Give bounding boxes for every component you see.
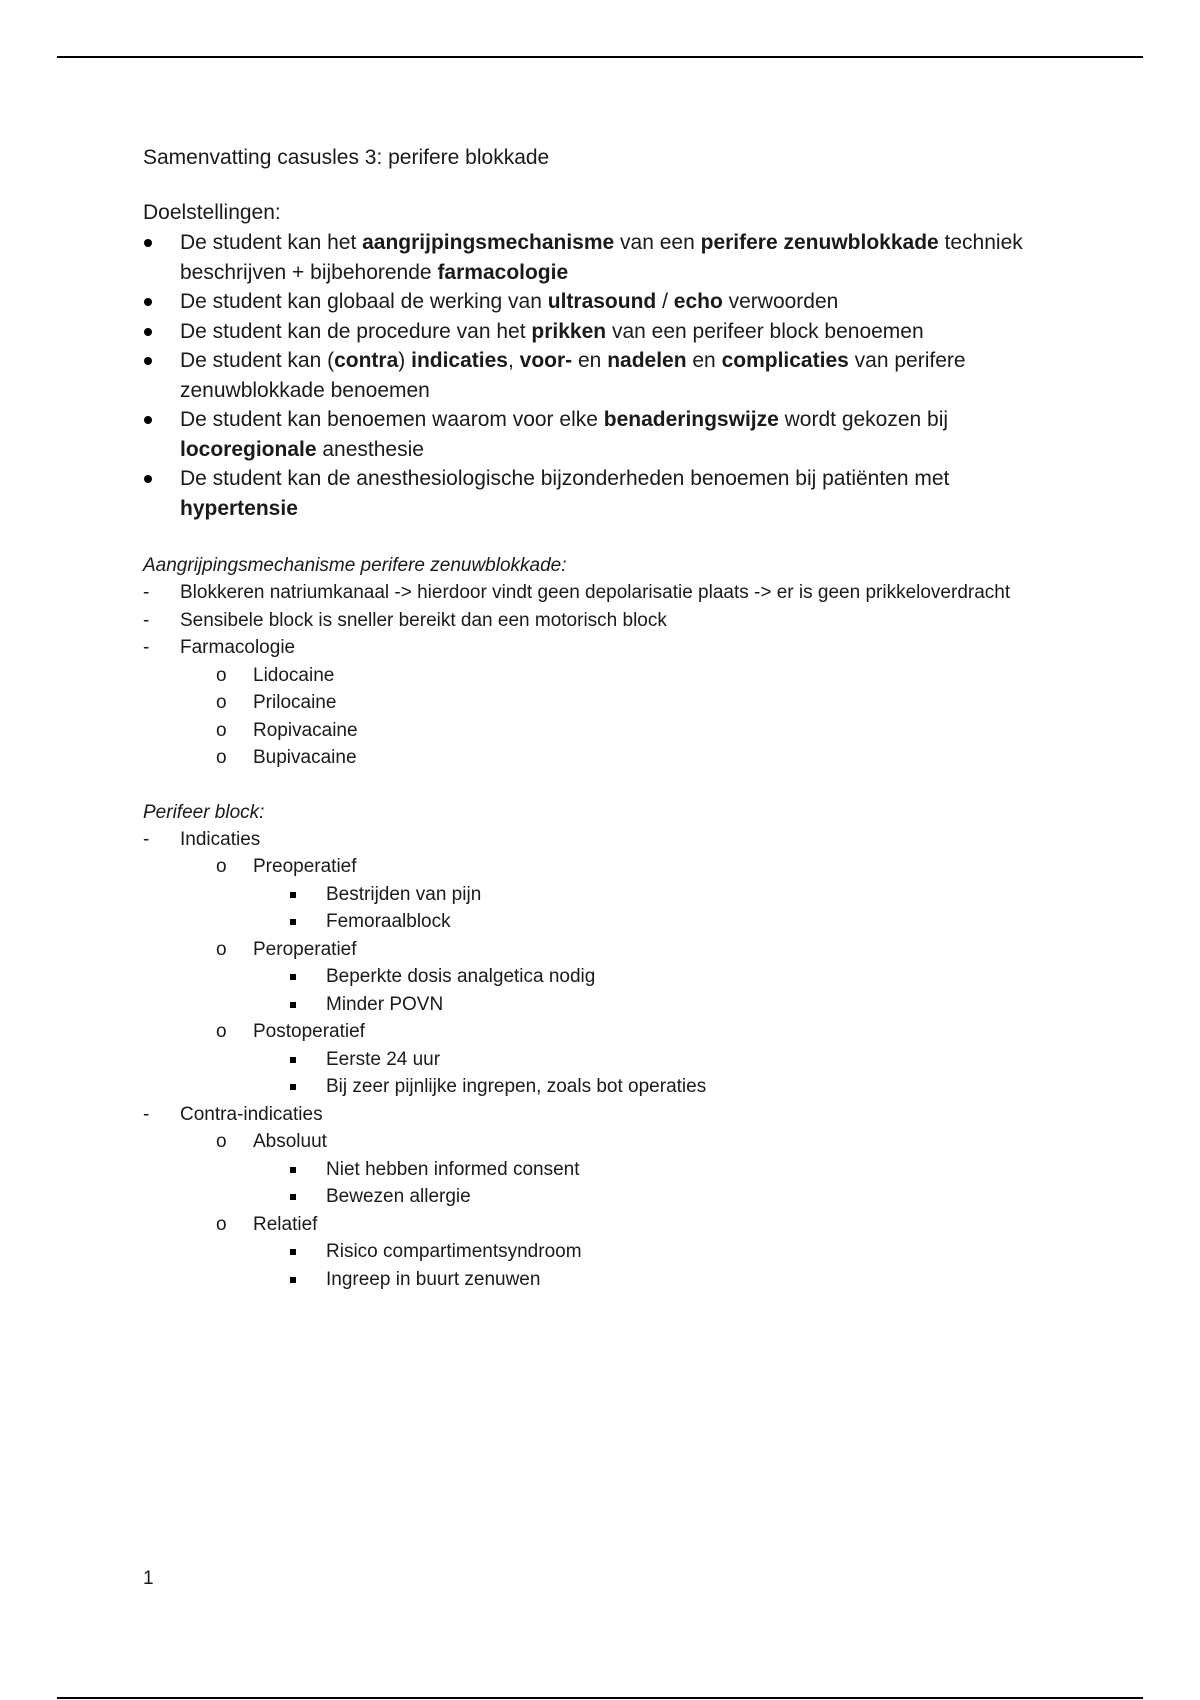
sub-sub-list-item	[253, 1156, 1063, 1184]
perifeer-block-list	[143, 826, 1063, 1294]
page-number: 1	[143, 1568, 154, 1589]
sub-list-item	[180, 689, 1063, 717]
text-run: verwoorden	[722, 290, 839, 313]
bold-term: complicaties	[721, 349, 849, 372]
doelstelling-item	[143, 346, 1063, 405]
square-bullet-icon	[290, 1084, 296, 1090]
list-item-label: Minder POVN	[326, 993, 444, 1015]
sub-list	[253, 963, 1063, 1018]
list-item-label: Indicaties	[180, 828, 261, 850]
bold-term: prikken	[531, 319, 607, 343]
sub-list	[180, 1128, 1063, 1293]
circle-bullet-icon: o	[216, 692, 227, 713]
list-item-label: Bij zeer pijnlijke ingrepen, zoals bot operaties	[326, 1076, 707, 1097]
list-item-label: Eerste 24 uur	[326, 1048, 441, 1070]
text-run: De student kan de procedure van het	[180, 319, 532, 343]
sub-list-item	[180, 936, 1063, 1019]
sub-list-item	[180, 744, 1063, 772]
list-item-label: Bupivacaine	[253, 747, 357, 768]
sub-sub-list-item	[253, 881, 1063, 909]
sub-sub-list-item	[253, 1266, 1063, 1294]
list-item-label: Niet hebben informed consent	[326, 1158, 580, 1180]
list-item	[143, 579, 1063, 607]
doelstelling-item	[143, 405, 1063, 464]
bold-term: ultrasound	[547, 290, 657, 313]
bold-term: farmacologie	[437, 260, 569, 284]
text-run: De student kan het	[180, 231, 363, 254]
bold-term: locoregionale	[180, 437, 317, 461]
sub-list-item	[180, 1128, 1063, 1211]
list-item-label: Beperkte dosis analgetica nodig	[326, 966, 596, 987]
sub-list-item	[180, 662, 1063, 690]
bold-term: perifere zenuwblokkade	[700, 231, 939, 254]
circle-bullet-icon: o	[216, 938, 227, 960]
list-item	[143, 826, 1063, 1101]
doelstelling-item	[143, 317, 1063, 347]
circle-bullet-icon: o	[216, 747, 227, 768]
list-item-label: Relatief	[253, 1213, 318, 1235]
square-bullet-icon	[290, 1002, 296, 1008]
list-item-label: Bewezen allergie	[326, 1186, 471, 1207]
bold-term: contra	[334, 349, 399, 372]
header-rule	[57, 56, 1143, 58]
dash-bullet-icon: -	[143, 637, 150, 658]
list-item-label: Blokkeren natriumkanaal -> hierdoor vindt geen depolarisatie plaats -> er is geen prikkeloverdracht	[180, 582, 1011, 603]
text-run: anesthesie	[316, 437, 424, 461]
list-item	[143, 634, 1063, 772]
circle-bullet-icon: o	[216, 856, 227, 877]
bold-term: indicaties	[411, 349, 508, 372]
sub-list-item	[180, 1211, 1063, 1294]
square-bullet-icon	[290, 1277, 296, 1283]
square-bullet-icon	[290, 1167, 296, 1173]
text-run: De student kan de anesthesiologische bijzonderheden benoemen bij patiënten met	[180, 467, 950, 490]
doelstellingen-list	[143, 228, 1063, 523]
doelstelling-item	[143, 287, 1063, 317]
sub-sub-list-item	[253, 1183, 1063, 1211]
list-item	[143, 1101, 1063, 1294]
sub-list	[253, 1238, 1063, 1293]
text-run: van perifere zenuwblokkade benoemen	[180, 349, 966, 402]
list-item-label: Preoperatief	[253, 856, 357, 877]
circle-bullet-icon: o	[216, 1021, 227, 1042]
sub-list	[180, 853, 1063, 1101]
list-item-label: Farmacologie	[180, 637, 296, 658]
doelstelling-item	[143, 464, 1063, 523]
square-bullet-icon	[290, 892, 296, 898]
mechanisme-list	[143, 579, 1063, 772]
bold-term: nadelen	[607, 349, 687, 372]
sub-sub-list-item	[253, 1238, 1063, 1266]
text-run: ,	[507, 349, 520, 372]
list-item-label: Contra-indicaties	[180, 1103, 323, 1125]
square-bullet-icon	[290, 1057, 296, 1063]
doelstellingen-heading: Doelstellingen:	[143, 201, 281, 224]
sub-sub-list-item	[253, 1046, 1063, 1074]
list-item-label: Sensibele block is sneller bereikt dan een motorisch block	[180, 609, 667, 631]
text-run: De student kan benoemen waarom voor elke	[180, 408, 604, 431]
square-bullet-icon	[290, 1249, 296, 1255]
list-item-label: Femoraalblock	[326, 911, 451, 932]
sub-list	[253, 881, 1063, 936]
circle-bullet-icon: o	[216, 719, 227, 741]
circle-bullet-icon: o	[216, 664, 227, 686]
bold-term: voor-	[519, 349, 573, 372]
list-item-label: Lidocaine	[253, 664, 335, 686]
dash-bullet-icon: -	[143, 609, 150, 631]
text-run: wordt gekozen bij	[778, 408, 949, 431]
doelstelling-item	[143, 228, 1063, 287]
sub-sub-list-item	[253, 991, 1063, 1019]
sub-sub-list-item	[253, 963, 1063, 991]
text-run: van een perifeer block benoemen	[606, 319, 924, 343]
list-item-label: Ingreep in buurt zenuwen	[326, 1268, 541, 1290]
text-run: van een	[614, 231, 701, 254]
dash-bullet-icon: -	[143, 582, 150, 603]
dash-bullet-icon: -	[143, 1103, 150, 1125]
text-run: techniek beschrijven + bijbehorende	[180, 231, 1023, 284]
square-bullet-icon	[290, 1194, 296, 1200]
list-item-label: Postoperatief	[253, 1021, 365, 1042]
list-item	[143, 607, 1063, 635]
bold-term: benaderingswijze	[603, 408, 779, 431]
sub-sub-list-item	[253, 1073, 1063, 1101]
sub-list	[253, 1156, 1063, 1211]
list-item-label: Bestrijden van pijn	[326, 883, 482, 905]
dash-bullet-icon: -	[143, 828, 150, 850]
text-run: /	[656, 290, 674, 313]
list-item-label: Risico compartimentsyndroom	[326, 1241, 582, 1262]
text-run: en	[572, 349, 608, 372]
text-run: De student kan (	[180, 349, 335, 372]
square-bullet-icon	[290, 974, 296, 980]
section-title-perifeer-block: Perifeer block:	[143, 801, 265, 823]
sub-sub-list-item	[253, 908, 1063, 936]
list-item-label: Peroperatief	[253, 938, 357, 960]
sub-list	[180, 662, 1063, 772]
document-body	[143, 142, 1063, 1293]
document-title: Samenvatting casusles 3: perifere blokkade	[143, 146, 550, 169]
section-title-mechanisme: Aangrijpingsmechanisme perifere zenuwblokkade:	[143, 555, 567, 576]
text-run: )	[398, 349, 412, 372]
footer-rule	[57, 1697, 1143, 1699]
square-bullet-icon	[290, 919, 296, 925]
sub-list	[253, 1046, 1063, 1101]
bold-term: aangrijpingsmechanisme	[362, 231, 615, 254]
list-item-label: Ropivacaine	[253, 719, 358, 741]
sub-list-item	[180, 717, 1063, 745]
sub-list-item	[180, 1018, 1063, 1101]
bold-term: hypertensie	[180, 496, 298, 520]
text-run: en	[686, 349, 722, 372]
bold-term: echo	[673, 290, 723, 313]
list-item-label: Prilocaine	[253, 692, 337, 713]
circle-bullet-icon: o	[216, 1213, 227, 1235]
text-run: De student kan globaal de werking van	[180, 290, 548, 313]
list-item-label: Absoluut	[253, 1131, 327, 1152]
sub-list-item	[180, 853, 1063, 936]
circle-bullet-icon: o	[216, 1131, 227, 1152]
